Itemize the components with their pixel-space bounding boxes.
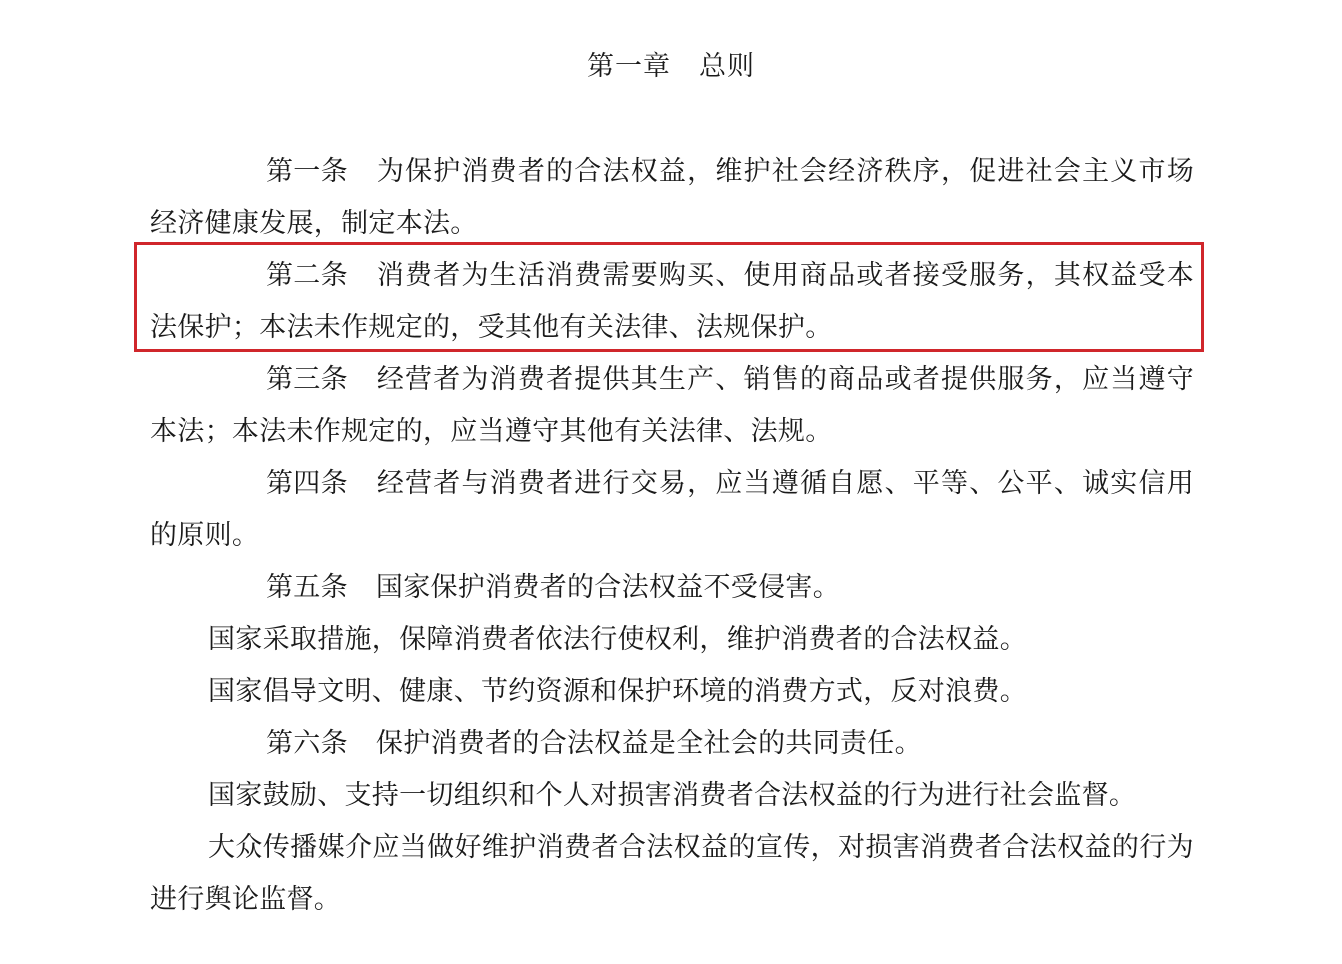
- article-6-clause-3: [150, 822, 1194, 926]
- chapter-title: 第一章 总则: [587, 51, 755, 82]
- article-1-paragraph: [150, 146, 1194, 250]
- article-label: 第二条: [266, 260, 348, 291]
- article-4-paragraph: [150, 458, 1194, 562]
- article-5-clause-2: [150, 614, 1194, 666]
- article-label: 第一条: [266, 156, 348, 187]
- article-label: 第三条: [266, 364, 348, 395]
- article-5-paragraph: [150, 562, 1194, 614]
- clause-text: 大众传播媒介应当做好维护消费者合法权益的宣传，对损害消费者合法权益的行为进行舆论监督。: [150, 832, 1194, 915]
- article-label: 第五条: [266, 572, 348, 603]
- clause-text: 国家鼓励、支持一切组织和个人对损害消费者合法权益的行为进行社会监督。: [208, 780, 1137, 811]
- article-label: 第六条: [266, 728, 348, 759]
- article-label: 第四条: [266, 468, 348, 499]
- article-2-paragraph: [150, 250, 1194, 354]
- article-text: 国家保护消费者的合法权益不受侵害。: [375, 572, 841, 603]
- clause-text: 国家倡导文明、健康、节约资源和保护环境的消费方式，反对浪费。: [208, 676, 1027, 707]
- article-6-clause-2: [150, 770, 1194, 822]
- article-text: 经营者为消费者提供其生产、销售的商品或者提供服务，应当遵守本法；本法未作规定的，应当遵守其他有关法律、法规。: [150, 364, 1194, 447]
- article-list: [150, 146, 1194, 926]
- article-3-paragraph: [150, 354, 1194, 458]
- clause-text: 国家采取措施，保障消费者依法行使权利，维护消费者的合法权益。: [208, 624, 1027, 655]
- article-text: 消费者为生活消费需要购买、使用商品或者接受服务，其权益受本法保护；本法未作规定的，受其他有关法律、法规保护。: [150, 260, 1194, 343]
- article-6-paragraph: [150, 718, 1194, 770]
- article-5-clause-3: [150, 666, 1194, 718]
- article-text: 经营者与消费者进行交易，应当遵循自愿、平等、公平、诚实信用的原则。: [150, 468, 1194, 551]
- article-text: 保护消费者的合法权益是全社会的共同责任。: [375, 728, 922, 759]
- article-text: 为保护消费者的合法权益，维护社会经济秩序，促进社会主义市场经济健康发展，制定本法。: [150, 156, 1194, 239]
